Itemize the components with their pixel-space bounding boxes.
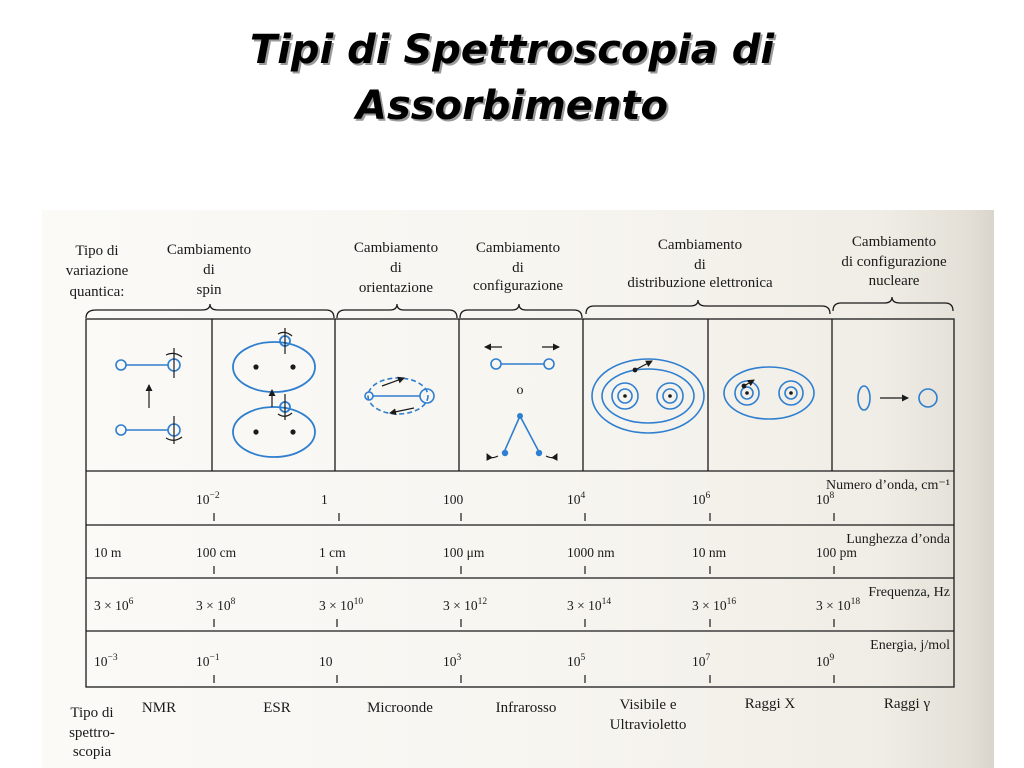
scale-tick-label: 10 nm — [692, 545, 727, 560]
brace-nuclear — [833, 297, 953, 311]
footer-row-label — [69, 705, 115, 760]
footer-label-line-1: Tipo di — [70, 705, 114, 721]
title-line-1: Tipi di Spettroscopia di — [249, 27, 775, 73]
scale-rows — [94, 478, 951, 683]
nuclear-config-illustration — [858, 386, 937, 410]
spectroscopy-figure — [42, 210, 994, 768]
cat-nuclear-line-3: nucleare — [868, 273, 920, 289]
scale-tick-label: $3 \times 10^{16}$ — [692, 597, 737, 613]
header-label-line-1: Tipo di — [75, 243, 119, 259]
header-categories — [167, 234, 947, 298]
tick-exponent: −3 — [107, 653, 118, 663]
scale-tick-label: 10 — [319, 654, 333, 669]
scale-tick-label: 100 cm — [196, 545, 237, 560]
title-line-2: Assorbimento — [355, 83, 668, 129]
scale-tick-label: 1 — [321, 492, 328, 507]
tick-exponent: −1 — [209, 653, 220, 663]
cat-electr-line-1: Cambiamento — [657, 237, 743, 253]
tick-exponent: 6 — [128, 597, 134, 607]
brace-electronic — [586, 300, 830, 314]
scale-tick-label: $10^7$ — [692, 653, 711, 669]
rotation-illustration — [365, 378, 434, 414]
type-raggi-x: Raggi X — [744, 696, 796, 712]
cat-electr-line-3: distribuzione elettronica — [627, 275, 773, 291]
tick-exponent: 5 — [580, 653, 586, 663]
type-visibile-line-1: Visibile e — [619, 697, 677, 713]
type-raggi-gamma: Raggi γ — [883, 696, 931, 712]
slide-title — [0, 22, 1024, 134]
cat-orient-line-1: Cambiamento — [353, 240, 439, 256]
scale-tick-label: $3 \times 10^{18}$ — [816, 597, 861, 613]
cat-spin-line-2: di — [203, 262, 215, 278]
scale-tick-label: $3 \times 10^8$ — [196, 597, 236, 613]
scale-tick-label: $10^{-2}$ — [196, 491, 220, 507]
type-microonde: Microonde — [367, 700, 433, 716]
nmr-spin-illustration — [116, 348, 182, 444]
tick-exponent: 9 — [829, 653, 835, 663]
scale-tick-label: $3 \times 10^{14}$ — [567, 597, 612, 613]
tick-exponent: 10 — [353, 597, 364, 607]
cat-electr-line-2: di — [694, 257, 706, 273]
scale-tick-label: $3 \times 10^{12}$ — [443, 597, 488, 613]
type-infrarosso: Infrarosso — [495, 700, 557, 716]
vibration-illustration — [485, 347, 559, 458]
scale-tick-label: $10^9$ — [816, 653, 835, 669]
tick-exponent: 7 — [705, 653, 711, 663]
scale-tick-label: $3 \times 10^6$ — [94, 597, 134, 613]
scale-tick-label: 1 cm — [319, 545, 346, 560]
cat-spin-line-1: Cambiamento — [166, 242, 252, 258]
tick-exponent: 16 — [726, 597, 737, 607]
scale-tick-label: 1000 nm — [567, 545, 615, 560]
scale-tick-label: $10^5$ — [567, 653, 586, 669]
scale-name: Energia, j/mol — [870, 638, 950, 653]
spectroscopy-types — [142, 696, 931, 733]
connector-o: o — [516, 383, 524, 398]
cat-config-line-1: Cambiamento — [475, 240, 561, 256]
cat-config-line-3: configurazione — [473, 278, 563, 294]
header-label-line-3: quantica: — [69, 284, 125, 300]
scale-name: Numero d’onda, cm⁻¹ — [826, 478, 950, 493]
header-braces — [86, 297, 953, 318]
cat-nuclear-line-2: di configurazione — [841, 254, 947, 270]
scale-name: Frequenza, Hz — [868, 585, 950, 600]
scale-tick-label: $10^4$ — [567, 491, 586, 507]
scale-tick-label: $10^6$ — [692, 491, 711, 507]
header-row-label — [66, 243, 129, 300]
tick-exponent: 6 — [705, 491, 711, 501]
scale-tick-label: 100 μm — [443, 545, 485, 560]
scale-tick-label: 10 m — [94, 545, 122, 560]
tick-exponent: 8 — [829, 491, 835, 501]
cat-nuclear-line-1: Cambiamento — [851, 234, 937, 250]
cat-orient-line-2: di — [390, 260, 402, 276]
tick-exponent: 12 — [477, 597, 488, 607]
scale-tick-label: $10^3$ — [443, 653, 462, 669]
footer-label-line-2: spettro- — [69, 725, 115, 741]
esr-spin-illustration — [233, 328, 315, 457]
valence-electron-illustration — [592, 359, 704, 433]
cat-orient-line-3: orientazione — [358, 280, 434, 296]
header-label-line-2: variazione — [65, 263, 129, 279]
tick-exponent: 3 — [456, 653, 462, 663]
scale-tick-label: $10^8$ — [816, 491, 835, 507]
tick-exponent: 14 — [601, 597, 612, 607]
cat-config-line-2: di — [512, 260, 524, 276]
scale-tick-label: $10^{-3}$ — [94, 653, 118, 669]
brace-configuration — [460, 304, 582, 318]
tick-exponent: 8 — [230, 597, 236, 607]
tick-exponent: −2 — [209, 491, 220, 501]
brace-spin — [86, 304, 334, 318]
tick-exponent: 4 — [580, 491, 586, 501]
scale-tick-label: 100 — [443, 492, 464, 507]
scale-tick-label: $3 \times 10^{10}$ — [319, 597, 364, 613]
tick-exponent: 18 — [850, 597, 861, 607]
brace-orientation — [337, 304, 457, 318]
footer-label-line-3: scopia — [72, 744, 112, 760]
type-nmr: NMR — [141, 700, 177, 716]
type-visibile-line-2: Ultravioletto — [609, 717, 687, 733]
type-esr: ESR — [263, 700, 291, 716]
figure-svg — [42, 210, 994, 768]
core-electron-illustration — [724, 367, 814, 419]
scale-name: Lunghezza d’onda — [846, 532, 950, 547]
scale-tick-label: 100 pm — [816, 545, 857, 560]
cat-spin-line-3: spin — [196, 282, 222, 298]
scale-tick-label: $10^{-1}$ — [196, 653, 220, 669]
